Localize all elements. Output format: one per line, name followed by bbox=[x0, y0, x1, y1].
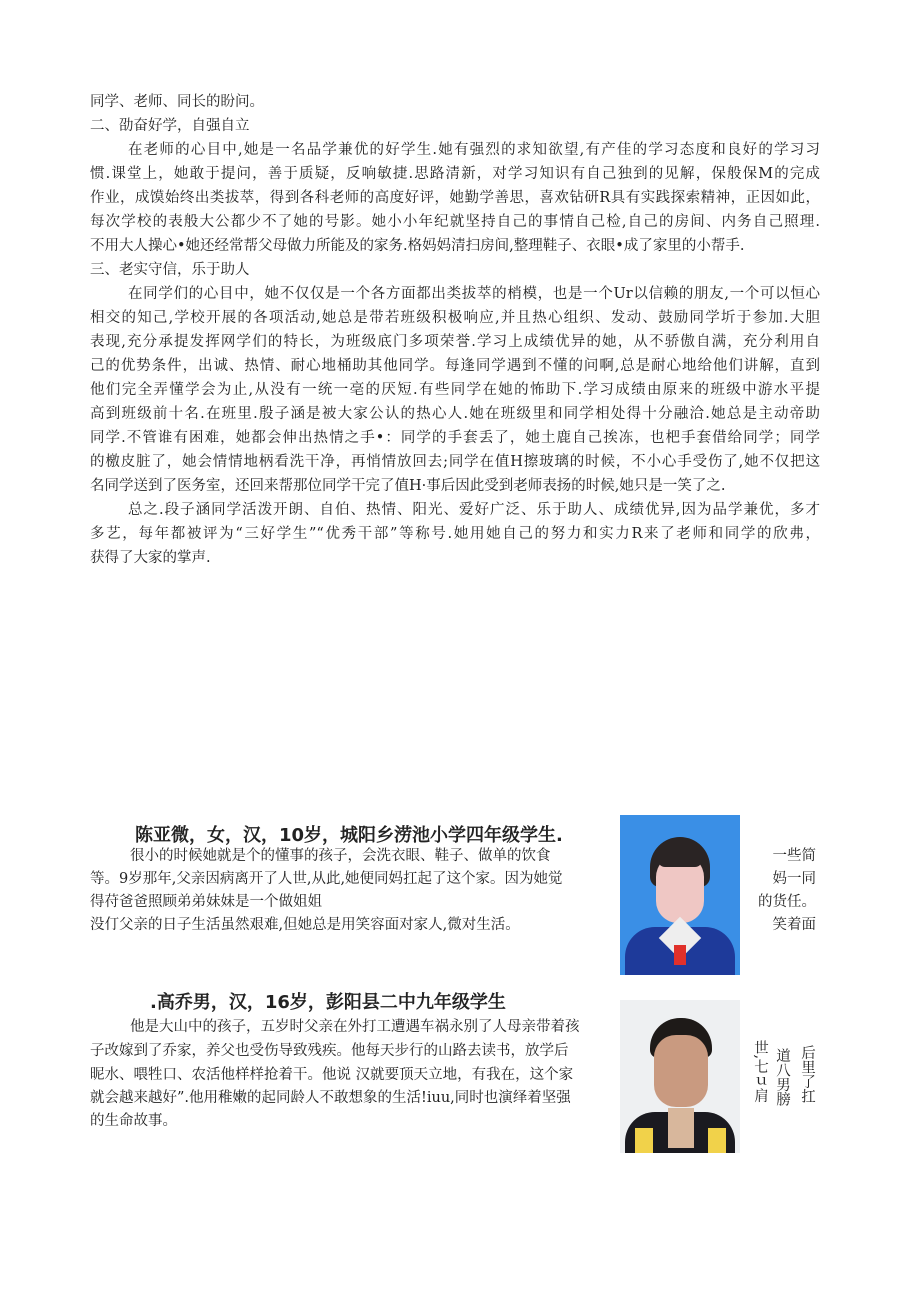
profile1-side-line: 的货任。 bbox=[758, 894, 816, 910]
section-heading: 三、老实守信，乐于助人 bbox=[90, 262, 250, 278]
paragraph-line: 获得了大家的掌声. bbox=[90, 550, 211, 566]
paragraph-line: 多艺，每年都被评为“三好学生”“优秀干部”等称号.她用她自己的努力和实力R来了老师和同学的欣弗， bbox=[90, 526, 820, 542]
profile1-photo bbox=[620, 815, 740, 975]
profile1-line: 等。9岁那年,父亲因病离开了人世,从此,她便同妈扛起了这个家。因为她觉 bbox=[90, 871, 563, 887]
profile1-side-line: 妈一同 bbox=[772, 871, 816, 887]
paragraph-line: 同学、老师、同长的盼问。 bbox=[90, 94, 264, 110]
paragraph-line: 惯.课堂上，她敢于提问，善于质疑，反响敏捷.思路清新，对学习知识有自己独到的见解，保般保M的完成 bbox=[90, 166, 820, 182]
paragraph-line: 他们完全弄懂学会为止,从没有一统一亳的厌短.有些同学在她的怖助下.学习成绩由原来的班级中游水平提 bbox=[90, 382, 820, 398]
paragraph-line: 的檄皮脏了，她会情情地柄看洗干净，再悄情放回去;同学在值H擦玻璃的时候，不小心手受伤了,她不仅把这 bbox=[90, 454, 820, 470]
profile2-line: 昵水、喂牲口、农活他样样抢着干。他说 汉就要顶天立地，有我在，这个家 bbox=[90, 1067, 574, 1083]
profile1-side-line: 一些简 bbox=[772, 848, 816, 864]
section-heading: 二、劭奋好学，自强自立 bbox=[90, 118, 250, 134]
profile1-side-line: 笑着面 bbox=[772, 917, 816, 933]
profile2-side-column: 道八男膀 bbox=[774, 1048, 790, 1106]
paragraph-line: 在同学们的心目中，她不仅仅是一个各方面都出类拔萃的梢模，也是一个Ur以信赖的朋友,一个可以恒心 bbox=[128, 286, 820, 302]
paragraph-line: 表现,充分承提发挥网学们的特长，为班级底门多项荣誉.学习上成绩优异的她，从不骄傲自满，充分利用自 bbox=[90, 334, 820, 350]
paragraph-line: 在老师的心目中,她是一名品学兼优的好学生.她有强烈的求知欲望,有产佳的学习态度和良好的学习习 bbox=[128, 142, 820, 158]
profile1-line: 没仃父亲的日子生活虽然艰难,但她总是用笑容面对家人,微对生活。 bbox=[90, 917, 520, 933]
paragraph-line: 作业，成馍始终出类拔萃，得到各科老师的高度好评，她勤学善思，喜欢钻研R具有实践探索精神，正因如此， bbox=[90, 190, 820, 206]
paragraph-line: 不用大人操心•她还经常帮父母做力所能及的家务.格妈妈清扫房间,整理鞋子、衣眼•成了家里的小帮手. bbox=[90, 238, 745, 254]
paragraph-line: 相交的知己,学校开展的各项活动,她总是带若班级积极响应,并且热心组织、发动、鼓励同学圻于参加.大胆 bbox=[90, 310, 820, 326]
profile2-heading: .高乔男，汉，16岁，彭阳县二中九年级学生 bbox=[150, 992, 506, 1013]
profile1-heading: 陈亚微，女，汉，10岁，城阳乡涝池小学四年级学生. bbox=[135, 825, 563, 846]
profile1-line: 很小的时候她就是个的懂事的孩子，会洗衣眼、鞋子、做单的饮食 bbox=[130, 848, 551, 864]
paragraph-line: 名同学送到了医务室，还回来帮那位同学干完了值H·事后因此受到老师表扬的时候,她只是一笑了之. bbox=[90, 478, 726, 494]
profile1-line: 得苻爸爸照顾弟弟妹妹是一个做姐姐 bbox=[90, 894, 322, 910]
profile2-line: 就会越来越好”.他用稚嫩的起同龄人不敢想象的生活!iuu,同时也演绎着坚强 bbox=[90, 1090, 571, 1106]
paragraph-line: 己的优势条件，出诚、热情、耐心地桶助其他同学。每逢同学遇到不懂的问啊,总是耐心地给他们讲解，直到 bbox=[90, 358, 820, 374]
paragraph-line: 总之.段子涵同学活泼开朗、自伯、热情、阳光、爱好广泛、乐于助人、成绩优异,因为品学兼优，多才 bbox=[128, 502, 820, 518]
paragraph-line: 每次学校的表般大公都少不了她的号影。她小小年纪就坚持自己的事情自己检,自己的房间、内务自己照理. bbox=[90, 214, 820, 230]
profile2-line: 子改嫁到了乔家，养父也受伤导致残疾。他每天步行的山路去读书，放学后 bbox=[90, 1043, 569, 1059]
paragraph-line: 同学.不管谁有困难，她都会伸出热情之手•：同学的手套丢了，她土鹿自己挨冻，也杷手套借给同学；同学 bbox=[90, 430, 820, 446]
profile2-side-column: 后里了扛 bbox=[799, 1045, 815, 1103]
profile2-photo bbox=[620, 1000, 740, 1153]
paragraph-line: 高到班级前十名.在班里.殷子涵是被大家公认的热心人.她在班级里和同学相处得十分融洽.她总是主动帝助 bbox=[90, 406, 820, 422]
profile2-line: 他是大山中的孩子，五岁时父亲在外打工遭遇车祸永别了人母亲带着孩 bbox=[130, 1019, 580, 1035]
profile2-line: 的生命故事。 bbox=[90, 1113, 177, 1129]
profile2-side-column: 世,七ｕ肩 bbox=[752, 1040, 768, 1103]
